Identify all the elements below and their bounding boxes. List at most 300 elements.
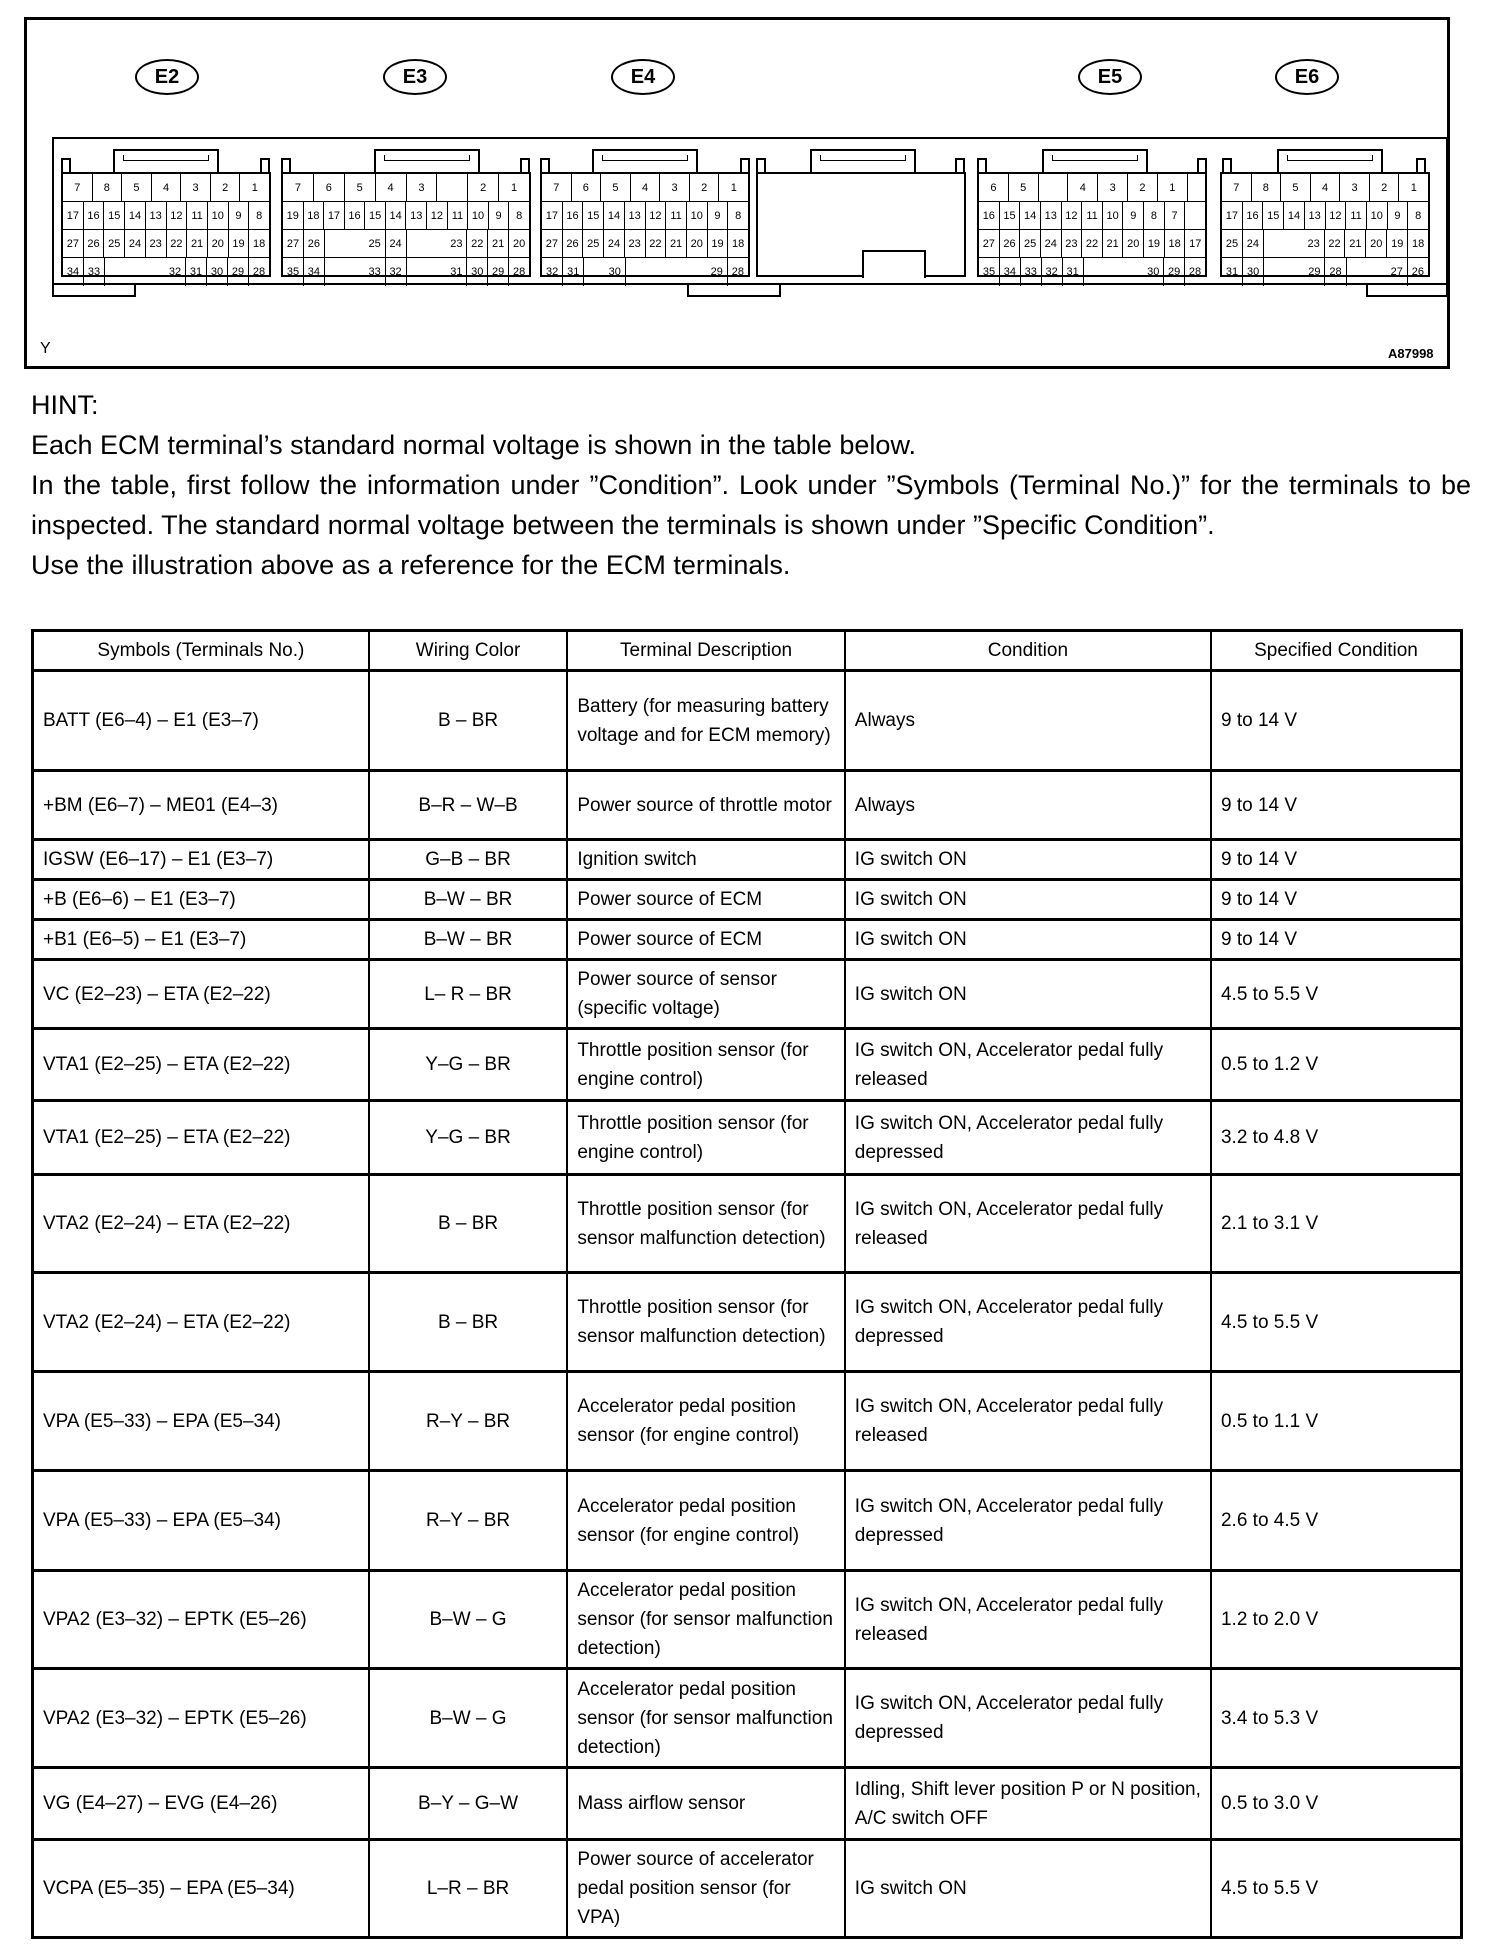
pin: 33: [365, 258, 386, 286]
cell-description: Ignition switch: [567, 840, 844, 880]
pin: 15: [104, 202, 125, 229]
cell-symbols: +B1 (E6–5) – E1 (E3–7): [33, 920, 369, 960]
pin: 18: [253, 237, 266, 250]
pin: 6: [572, 174, 602, 201]
connector-label-e6: E6: [1275, 59, 1339, 95]
pin: 3: [1098, 174, 1128, 201]
pin: 9: [708, 202, 729, 229]
connector-latch: [1277, 149, 1383, 173]
cell-specified: 4.5 to 5.5 V: [1211, 1840, 1462, 1938]
pin: 9: [489, 202, 510, 229]
pin: 12: [1062, 202, 1083, 229]
connector-latch: [592, 149, 698, 173]
cell-symbols: BATT (E6–4) – E1 (E3–7): [33, 671, 369, 771]
pin: [1039, 174, 1069, 201]
table-row: [33, 1175, 1462, 1273]
pin: 23: [625, 230, 646, 257]
pin: 25: [1222, 230, 1243, 257]
pin: 22: [646, 230, 667, 257]
pin: 7: [63, 174, 93, 201]
cell-description: Power source of throttle motor: [567, 771, 844, 840]
col-header-terminal-description: Terminal Description: [567, 631, 844, 671]
table-row: [33, 1669, 1462, 1768]
cell-specified: 9 to 14 V: [1211, 880, 1462, 920]
table-row: [33, 1471, 1462, 1571]
pin: 16: [345, 202, 366, 229]
pin: 35: [283, 258, 304, 286]
cell-description: Throttle position sensor (for engine control): [567, 1101, 844, 1175]
pin: 18: [304, 202, 325, 229]
cell-wiring-color: Y–G – BR: [369, 1029, 568, 1101]
cell-specified: 9 to 14 V: [1211, 771, 1462, 840]
pin: 10: [687, 202, 708, 229]
figure-id: A87998: [1388, 346, 1434, 361]
pin: 25: [104, 230, 125, 257]
table-row: [33, 1273, 1462, 1372]
pin: 19: [283, 202, 304, 229]
pin: 3: [660, 174, 690, 201]
pin: 30: [1143, 258, 1164, 286]
cell-specified: 0.5 to 1.2 V: [1211, 1029, 1462, 1101]
cell-specified: 2.1 to 3.1 V: [1211, 1175, 1462, 1273]
pin: 25: [1020, 230, 1041, 257]
table-row: [33, 920, 1462, 960]
table-row: [33, 1840, 1462, 1938]
pin: 1: [251, 181, 258, 194]
pin-grid-e5: [977, 172, 1207, 277]
connector-latch: [1042, 149, 1148, 173]
connector-ear: [520, 158, 530, 172]
cell-symbols: VPA2 (E3–32) – EPTK (E5–26): [33, 1571, 369, 1669]
pin: 5: [1281, 174, 1311, 201]
pin: 21: [1345, 230, 1366, 257]
pin: 14: [125, 202, 146, 229]
cell-description: Battery (for measuring battery voltage and for ECM memory): [567, 671, 844, 771]
pin: 26: [1000, 230, 1021, 257]
pin: 30: [1243, 258, 1264, 286]
cell-specified: 0.5 to 3.0 V: [1211, 1768, 1462, 1840]
cell-symbols: VPA (E5–33) – EPA (E5–34): [33, 1471, 369, 1571]
pin: 31: [1222, 258, 1243, 286]
hint-title: HINT:: [31, 390, 99, 420]
connector-ear: [260, 158, 270, 172]
pin: 27: [283, 230, 304, 257]
pin: 30: [467, 258, 488, 286]
pin: 20: [208, 230, 229, 257]
pin: 7: [542, 174, 572, 201]
pin: 32: [1042, 258, 1063, 286]
pin: 7: [1222, 174, 1252, 201]
cell-symbols: +B (E6–6) – E1 (E3–7): [33, 880, 369, 920]
cell-description: Accelerator pedal position sensor (for engine control): [567, 1372, 844, 1471]
pin: 16: [1243, 202, 1264, 229]
pin: 32: [165, 258, 186, 286]
pin: 28: [1325, 258, 1346, 286]
table-row: [33, 1101, 1462, 1175]
col-header-specified-condition: Specified Condition: [1211, 631, 1462, 671]
cell-wiring-color: B–Y – G–W: [369, 1768, 568, 1840]
cell-specified: 9 to 14 V: [1211, 920, 1462, 960]
connector-ear: [61, 158, 71, 172]
cell-condition: IG switch ON, Accelerator pedal fully released: [845, 1571, 1211, 1669]
pin: 23: [1062, 230, 1083, 257]
pin: 31: [563, 258, 584, 286]
pin: 11: [1346, 202, 1367, 229]
connector-latch: [374, 149, 480, 173]
cell-specified: 2.6 to 4.5 V: [1211, 1471, 1462, 1571]
pin: 31: [186, 258, 207, 286]
pin: 26: [304, 230, 325, 257]
pin: 23: [446, 230, 467, 257]
pin: 5: [1009, 174, 1039, 201]
cell-symbols: VC (E2–23) – ETA (E2–22): [33, 960, 369, 1029]
cell-condition: IG switch ON: [845, 960, 1211, 1029]
pin: 12: [427, 202, 448, 229]
cell-description: Throttle position sensor (for engine control): [567, 1029, 844, 1101]
table-header-row: [33, 631, 1462, 671]
pin: 29: [1164, 258, 1185, 286]
pin: 34: [304, 258, 325, 286]
cell-description: Mass airflow sensor: [567, 1768, 844, 1840]
pin: 4: [1068, 174, 1098, 201]
cell-specified: 9 to 14 V: [1211, 840, 1462, 880]
pin: 16: [563, 202, 584, 229]
pin: 31: [1063, 258, 1084, 286]
connector-label-e2: E2: [135, 59, 199, 95]
pin: 34: [1000, 258, 1021, 286]
ecm-terminal-table: [31, 629, 1463, 1939]
pin: 4: [376, 174, 407, 201]
pin: 16: [979, 202, 1000, 229]
cell-symbols: IGSW (E6–17) – E1 (E3–7): [33, 840, 369, 880]
table-row: [33, 671, 1462, 771]
pin: 17: [63, 202, 84, 229]
pin: 10: [1103, 202, 1124, 229]
table-row: [33, 960, 1462, 1029]
pin: 23: [1304, 230, 1325, 257]
pin: 2: [211, 174, 241, 201]
cell-wiring-color: B–R – W–B: [369, 771, 568, 840]
pin: 28: [1188, 266, 1202, 278]
pin: 24: [386, 230, 407, 257]
pin: 10: [1367, 202, 1388, 229]
pin: 3: [1340, 174, 1370, 201]
connector-ear: [977, 158, 987, 172]
pin: 35: [979, 258, 1000, 286]
cell-specified: 9 to 14 V: [1211, 671, 1462, 771]
pin: 20: [687, 230, 708, 257]
pin: 30: [207, 258, 228, 286]
pin: 29: [228, 258, 249, 286]
pin: 14: [604, 202, 625, 229]
blank-connector-body: [756, 172, 966, 277]
cell-symbols: VTA1 (E2–25) – ETA (E2–22): [33, 1029, 369, 1101]
cell-condition: IG switch ON, Accelerator pedal fully released: [845, 1029, 1211, 1101]
pin: 22: [1082, 230, 1103, 257]
pin: 3: [181, 174, 211, 201]
pin: 25: [583, 230, 604, 257]
ecm-housing-tab-right: [1366, 285, 1448, 297]
cell-symbols: +BM (E6–7) – ME01 (E4–3): [33, 771, 369, 840]
cell-specified: 0.5 to 1.1 V: [1211, 1372, 1462, 1471]
cell-description: Accelerator pedal position sensor (for engine control): [567, 1471, 844, 1571]
cell-wiring-color: Y–G – BR: [369, 1101, 568, 1175]
cell-condition: Idling, Shift lever position P or N position, A/C switch OFF: [845, 1768, 1211, 1840]
pin: 27: [542, 230, 563, 257]
connector-latch: [113, 149, 219, 173]
pin: 6: [314, 174, 345, 201]
pin: 26: [1411, 266, 1425, 278]
pin: 1: [1158, 174, 1188, 201]
pin: 8: [1415, 209, 1422, 222]
ecm-housing-tab-middle: [687, 285, 781, 297]
cell-symbols: VPA2 (E3–32) – EPTK (E5–26): [33, 1669, 369, 1768]
hint-line: In the table, first follow the information under ”Condition”. Look under ”Symbols (Terminal No.)” for the terminals to be inspected. The standard normal voltage between the terminals is shown under ”Specific Condition”.: [31, 470, 1471, 540]
pin: 19: [1387, 230, 1408, 257]
pin: 15: [583, 202, 604, 229]
pin: 23: [146, 230, 167, 257]
hint-section: [31, 385, 1471, 585]
pin: 17: [324, 202, 345, 229]
pin: 5: [345, 174, 376, 201]
connector-label-e4: E4: [611, 59, 675, 95]
cell-description: Power source of accelerator pedal position sensor (for VPA): [567, 1840, 844, 1938]
table-row: [33, 1768, 1462, 1840]
pin: 33: [84, 258, 105, 286]
pin: 29: [488, 258, 509, 286]
connector-ear: [955, 158, 965, 172]
table-row: [33, 1372, 1462, 1471]
cell-symbols: VG (E4–27) – EVG (E4–26): [33, 1768, 369, 1840]
pin: 5: [122, 174, 152, 201]
cell-specified: 3.2 to 4.8 V: [1211, 1101, 1462, 1175]
col-header-condition: Condition: [845, 631, 1211, 671]
connector-ear: [1197, 158, 1207, 172]
connector-label-e3: E3: [383, 59, 447, 95]
pin: 29: [1304, 258, 1325, 286]
cell-condition: IG switch ON, Accelerator pedal fully depressed: [845, 1471, 1211, 1571]
pin: 12: [1326, 202, 1347, 229]
pin: 10: [468, 202, 489, 229]
pin: 24: [125, 230, 146, 257]
cell-wiring-color: B–W – G: [369, 1669, 568, 1768]
figure-corner-label: Y: [40, 340, 51, 357]
pin: 11: [1082, 202, 1103, 229]
connector-ear: [740, 158, 750, 172]
cell-specified: 1.2 to 2.0 V: [1211, 1571, 1462, 1669]
pin: 13: [1041, 202, 1062, 229]
pin-grid-e2: [61, 172, 271, 277]
cell-condition: IG switch ON: [845, 1840, 1211, 1938]
pin: 14: [1284, 202, 1305, 229]
pin: 4: [1311, 174, 1341, 201]
table-row: [33, 1029, 1462, 1101]
pin: 31: [446, 258, 467, 286]
blank-connector-notch: [862, 250, 926, 278]
cell-wiring-color: R–Y – BR: [369, 1372, 568, 1471]
pin: 18: [1411, 237, 1425, 250]
cell-condition: Always: [845, 671, 1211, 771]
pin: 4: [631, 174, 661, 201]
cell-description: Power source of ECM: [567, 920, 844, 960]
cell-wiring-color: B–W – BR: [369, 880, 568, 920]
pin: 20: [1366, 230, 1387, 257]
cell-description: Throttle position sensor (for sensor malfunction detection): [567, 1175, 844, 1273]
pin: 11: [187, 202, 208, 229]
cell-symbols: VTA1 (E2–25) – ETA (E2–22): [33, 1101, 369, 1175]
pin-grid-e4: [540, 172, 750, 277]
cell-description: Accelerator pedal position sensor (for sensor malfunction detection): [567, 1669, 844, 1768]
pin: 1: [511, 181, 518, 194]
cell-condition: IG switch ON: [845, 920, 1211, 960]
pin: 6: [979, 174, 1009, 201]
pin: 7: [1165, 202, 1186, 229]
cell-symbols: VPA (E5–33) – EPA (E5–34): [33, 1372, 369, 1471]
pin: 2: [690, 174, 720, 201]
pin: 22: [1325, 230, 1346, 257]
cell-wiring-color: G–B – BR: [369, 840, 568, 880]
pin: 30: [605, 258, 626, 286]
pin: 24: [1243, 230, 1264, 257]
pin: 34: [63, 258, 84, 286]
col-header-wiring-color: Wiring Color: [369, 631, 568, 671]
cell-specified: 4.5 to 5.5 V: [1211, 1273, 1462, 1372]
cell-condition: IG switch ON, Accelerator pedal fully depressed: [845, 1273, 1211, 1372]
pin: 2: [468, 174, 499, 201]
pin: 26: [563, 230, 584, 257]
pin: 8: [93, 174, 123, 201]
pin: 18: [732, 237, 745, 250]
pin: 13: [146, 202, 167, 229]
pin: 2: [1128, 174, 1158, 201]
table-row: [33, 880, 1462, 920]
cell-condition: IG switch ON: [845, 840, 1211, 880]
cell-specified: 3.4 to 5.3 V: [1211, 1669, 1462, 1768]
cell-description: Accelerator pedal position sensor (for sensor malfunction detection): [567, 1571, 844, 1669]
pin: 2: [1370, 174, 1400, 201]
cell-wiring-color: B – BR: [369, 1273, 568, 1372]
pin-grid-e3: [281, 172, 531, 277]
pin: 22: [467, 230, 488, 257]
pin: 15: [1000, 202, 1021, 229]
pin: 8: [1252, 174, 1282, 201]
cell-wiring-color: B – BR: [369, 671, 568, 771]
pin: 21: [187, 230, 208, 257]
pin: 9: [1123, 202, 1144, 229]
pin: 27: [1387, 258, 1408, 286]
pin: 28: [512, 266, 526, 278]
pin: 19: [1144, 230, 1165, 257]
pin: 1: [730, 181, 737, 194]
hint-line: Each ECM terminal’s standard normal voltage is shown in the table below.: [31, 430, 916, 460]
cell-condition: IG switch ON, Accelerator pedal fully depressed: [845, 1669, 1211, 1768]
cell-wiring-color: B–W – BR: [369, 920, 568, 960]
table-row: [33, 840, 1462, 880]
pin: 10: [208, 202, 229, 229]
cell-description: Power source of sensor (specific voltage): [567, 960, 844, 1029]
pin: 9: [229, 202, 250, 229]
pin: 28: [252, 266, 266, 278]
pin: 13: [1305, 202, 1326, 229]
table-row: [33, 1571, 1462, 1669]
col-header-symbols: Symbols (Terminals No.): [33, 631, 369, 671]
cell-symbols: VTA2 (E2–24) – ETA (E2–22): [33, 1175, 369, 1273]
pin: [437, 174, 468, 201]
pin: 8: [256, 209, 263, 222]
connector-latch: [810, 149, 916, 173]
pin: 17: [1222, 202, 1243, 229]
pin: 33: [1021, 258, 1042, 286]
pin: 20: [1123, 230, 1144, 257]
cell-symbols: VTA2 (E2–24) – ETA (E2–22): [33, 1273, 369, 1372]
connector-ear: [540, 158, 550, 172]
pin: 3: [407, 174, 438, 201]
cell-wiring-color: B – BR: [369, 1175, 568, 1273]
pin: 11: [448, 202, 469, 229]
pin: [1188, 174, 1205, 201]
pin: 24: [604, 230, 625, 257]
cell-symbols: VCPA (E5–35) – EPA (E5–34): [33, 1840, 369, 1938]
pin: 20: [512, 237, 526, 250]
connector-ear: [1416, 158, 1426, 172]
cell-wiring-color: L–R – BR: [369, 1840, 568, 1938]
pin: 8: [1144, 202, 1165, 229]
pin: 26: [84, 230, 105, 257]
pin: 27: [63, 230, 84, 257]
pin: 8: [516, 209, 523, 222]
pin: 21: [666, 230, 687, 257]
pin: 13: [406, 202, 427, 229]
hint-line: Use the illustration above as a reference for the ECM terminals.: [31, 550, 791, 580]
ecm-housing-tab-left: [52, 285, 136, 297]
pin: 28: [731, 266, 745, 278]
table-row: [33, 771, 1462, 840]
pin: 7: [283, 174, 314, 201]
connector-label-e5: E5: [1078, 59, 1142, 95]
pin: 1: [1410, 181, 1417, 194]
pin: 15: [365, 202, 386, 229]
pin: 19: [708, 230, 729, 257]
pin: 4: [152, 174, 182, 201]
pin: 16: [84, 202, 105, 229]
pin: 9: [1388, 202, 1409, 229]
pin: 19: [229, 230, 250, 257]
pin: 8: [735, 209, 742, 222]
pin: 32: [542, 258, 563, 286]
connector-ear: [1222, 158, 1232, 172]
pin: 24: [1041, 230, 1062, 257]
cell-description: Throttle position sensor (for sensor malfunction detection): [567, 1273, 844, 1372]
pin: 17: [1189, 237, 1202, 250]
pin: 17: [542, 202, 563, 229]
pin: [1185, 202, 1205, 229]
connector-ear: [756, 158, 766, 172]
pin: 5: [601, 174, 631, 201]
pin: 25: [365, 230, 386, 257]
cell-wiring-color: L– R – BR: [369, 960, 568, 1029]
cell-condition: IG switch ON: [845, 880, 1211, 920]
pin: 11: [666, 202, 687, 229]
pin: 32: [386, 258, 407, 286]
cell-condition: IG switch ON, Accelerator pedal fully depressed: [845, 1101, 1211, 1175]
pin: 14: [1020, 202, 1041, 229]
pin: 21: [488, 230, 509, 257]
cell-condition: IG switch ON, Accelerator pedal fully released: [845, 1175, 1211, 1273]
cell-condition: Always: [845, 771, 1211, 840]
pin: 12: [167, 202, 188, 229]
cell-condition: IG switch ON, Accelerator pedal fully released: [845, 1372, 1211, 1471]
pin: 18: [1165, 230, 1186, 257]
